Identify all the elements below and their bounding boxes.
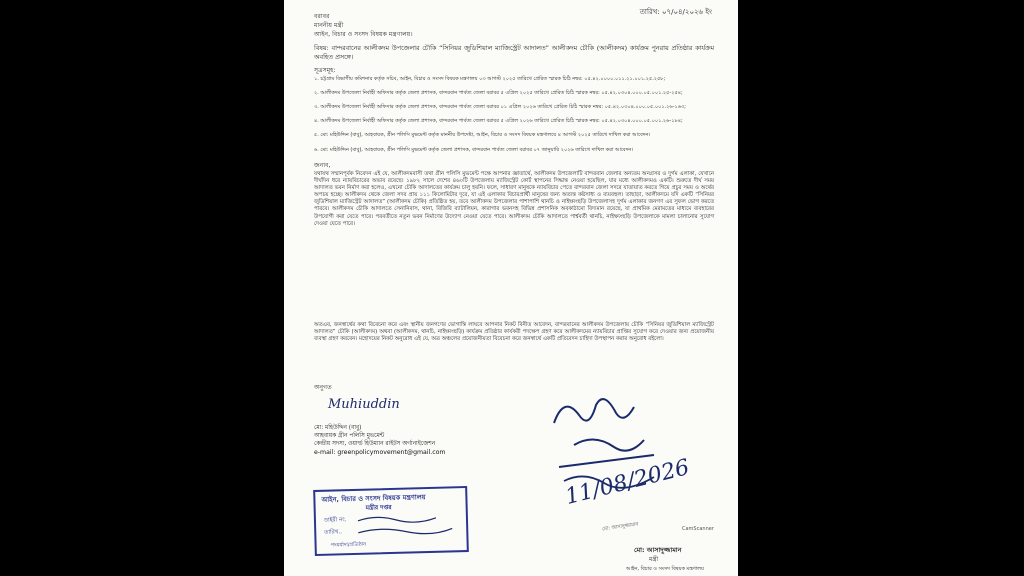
reference-item: ৫. মো: মহিউদ্দিন (বাবু), আহবায়ক, গ্রীন পলিসি মুভমেন্ট কর্তৃক মাননীয় উপদেষ্টা, আইন, বিচার ও সংসদ বিষয়ক মন্ত্রণালয়ে ৪ আগস্ট ২০২৫ তারিখে দাখিল করা আবেদন। <box>314 132 651 138</box>
sender-email: e-mail: greenpolicymovement@gmail.com <box>314 449 446 456</box>
recipient-line-1: বরাবর <box>314 13 330 20</box>
sender-signature: Muhiuddin <box>328 397 400 412</box>
reference-item: ২. আলীকদম উপজেলা নির্বাহী অফিসার কর্তৃক জেলা প্রশাসক, বান্দরবান পার্বত্য জেলা বরাবর ৫ এপ্রিল ২০২৫ তারিখে প্রেরিত চিঠি স্মারক নম্বর: ০৫.৪২.০৩০৪.০০০.০৫.০০১.২৫-২৫৪; <box>314 90 683 96</box>
stamp-handwriting <box>356 512 457 541</box>
reference-item: ৩. আলীকদম উপজেলা নির্বাহী অফিসার কর্তৃক জেলা প্রশাসক, বান্দরবান পার্বত্য জেলা বরাবর ০১ এপ্রিল ২০২৬ তারিখে প্রেরিত চিঠি স্মারক নম্বর: ০৫.৪২.০৩০৪.০০০.০৫.০০১.২৬-১৬৩; <box>314 104 686 110</box>
greeting: জনাব, <box>314 162 331 169</box>
receipt-stamp <box>313 486 469 556</box>
approval-date: 11/08/2026 <box>562 455 692 510</box>
stamp-title: আইন, বিচার ও সংসদ বিষয়ক মন্ত্রণালয় <box>321 493 426 504</box>
recipient-line-2: মাননীয় মন্ত্রী <box>314 22 344 29</box>
body-paragraph-1: যথাযথ সম্মানপূর্বক নিবেদন এই যে, আলীকদমবাসী তথা গ্রীন পলিসি মুভমেন্ট পক্ষে আপনার জ্ঞাতার্থে, আলীকদম উপজেলাটি বান্দরবান জেলার অন্যতম অনগ্রসর ও দুর্গম এলাকা, যেখানে দীর্ঘদিন ধরে ন্যায়বিচারের অভাব রয়েছে। ১৯৮২ সালে দেশের ৪৬০টি উপজেলায় ম্যাজিস্ট্রেট কোর্ট স্থাপনের সিদ্ধান্ত নেওয়া হয়েছিল, যার মধ্যে আলীকদমও একটি। শুরুতে দীর্ঘ সময় আদালত ভবন নির্মাণ করা হলেও, এখনো চৌকি আদালতের কার্যক্রম চালু হয়নি। ফলে, সাধারণ মানুষকে ন্যায়বিচার পেতে বান্দরবান জেলা সদরে যাতায়াত করতে গিয়ে প্রচুর সময় ও অর্থের অপচয় হচ্ছে। আলীকদম থেকে জেলা সদর প্রায় ১১১ কিলোমিটার দূরে, যা এই এলাকার বিচারপ্রার্থী মানুষের জন্য অত্যন্ত কষ্টসাধ্য ও ব্যয়বহুল। তাছাড়া, আলীকদমে যদি একটি “সিনিয়র জুডিশিয়াল ম্যাজিস্ট্রেট আদালত” (আলীকদম চৌকি) প্রতিষ্ঠিত হয়, তবে আলীকদম উপজেলার পাশাপাশি থানচি ও নাইক্ষ্যংছড়ি উপজেলাসহ দুর্গম এলাকার জনগণ এর সুফল ভোগ করতে পারবে। আলীকদম চৌকি আদালতে সেনানিবাস, থানা, বিজিবি ব্যাটালিয়ন, কারাগার ভবনসহ বিভিন্ন প্রশাসনিক অবকাঠামো বিদ্যমান রয়েছে, যা প্রাথমিক মেরামতের মাধ্যমে ব্যবহারের উপযোগী করা যেতে পারে। পরবর্তীতে নতুন ভবন নির্মাণের উদ্যোগ নেওয়া যেতে পারে। আলীকদম চৌকি আদালতে পার্শ্ববর্তী থানচি, নাইক্ষ্যংছড়ি উপজেলাকে মামলা চালানোর সুযোগ দেওয়া যেতে পারে। <box>314 171 714 227</box>
letter-date: তারিখ: ০৭/০৪/২০২৬ ইং <box>639 8 712 16</box>
references-title: সূত্রসমূহ: <box>314 67 336 74</box>
sender-name: মো: মহিউদ্দিন (বাবু) <box>314 425 362 431</box>
letter-page <box>284 0 738 576</box>
recipient-line-3: আইন, বিচার ও সংসদ বিষয়ক মন্ত্রণালয়। <box>314 31 413 38</box>
stamp-footer: পদমর্যাদা/প্রতিষ্ঠান <box>330 541 367 549</box>
reference-item: ৬. মো: মহিউদ্দিন (বাবু), আহবায়ক, গ্রীন পলিসি মুভমেন্ট কর্তৃক জেলা প্রশাসক, বান্দরবান পার্বত্য জেলা বরাবর ০৭ জানুয়ারি ২০২৬ তারিখে দাখিল করা আবেদন। <box>314 147 633 153</box>
stamp-diary-label: ডাইরী নং. <box>323 517 347 524</box>
closing: অনুগত <box>314 384 332 391</box>
stamp-subtitle: মন্ত্রীর দপ্তর <box>365 503 392 512</box>
letter-subject: বিষয়: বান্দরবানের আলীকদম উপজেলার চৌকি “সিনিয়র জুডিশিয়াল ম্যাজিস্ট্রেট আদালত” আলীকদম চৌকি (আলীকদম) কার্যক্রম পুনরায় প্রতিষ্ঠার কার্যক্রম অবহিত প্রসঙ্গে। <box>314 44 714 61</box>
reference-item: ৪. আলীকদম উপজেলা নির্বাহী অফিসার কর্তৃক জেলা প্রশাসক, বান্দরবান পার্বত্য জেলা বরাবর ৫ এপ্রিল ২০২৬ তারিখে প্রেরিত চিঠি স্মারক নম্বর: ০৫.৪২.০৩০৪.০০০.০৫.০০১.২৬-১৮৪; <box>314 118 683 124</box>
reference-item: ১. চট্টগ্রাম বিভাগীয় কমিশনার কর্তৃক সচিব, আইন, বিচার ও সংসদ বিষয়ক মন্ত্রণালয় ০৩ আগস্ট ২০২৫ তারিখে প্রেরিত স্মারক চিঠি নম্বর: ০৫.৪২.০০০০.০১১.২১.০০১.২৫.২৫৮; <box>314 76 666 82</box>
approval-note: মো: আসাদুজ্জামান <box>601 521 639 533</box>
approver-ministry: আইন, বিচার ও সংসদ বিষয়ক মন্ত্রণালয় <box>626 566 704 572</box>
stamp-date-label: তারিখ.. <box>324 529 343 536</box>
approver-name: মো: আসাদুজ্জামান <box>634 546 682 554</box>
sender-title: আহবায়ক গ্রীন পলিসি মুভমেন্ট <box>314 433 385 439</box>
scanner-watermark: CamScanner <box>682 526 714 532</box>
approver-title: মন্ত্রী <box>649 556 659 563</box>
body-paragraph-2: অতএব, জনস্বার্থের কথা বিবেচনা করে এবং স্থানীয় জনগণের ভোগান্তি লাঘবে আপনার নিকট বিনীত আবেদন, বান্দরবানের আলীকদম উপজেলায় চৌকি “সিনিয়র জুডিশিয়াল ম্যাজিস্ট্রেট আদালত” চৌকি (আলীকদম) অথবা (আলীকদম, থানচি, নাইক্ষ্যংছড়ি) কার্যক্রম প্রতিষ্ঠার কার্যকরী পদক্ষেপ গ্রহণ করে আলীকদমের ন্যায়বিচার প্রাপ্তির সুযোগ করে দেওয়ার জন্য প্রয়োজনীয় ব্যবস্থা গ্রহণ করবেন। মহোদয়ের নিকট অনুরোধ এই যে, অত্র অঞ্চলের প্রয়োজনীয়তা বিবেচনা করে জনস্বার্থে একটি প্রতিবেদন চাহিদা উপস্থাপন করার অনুরোধ রইলো। <box>314 322 714 343</box>
sender-org: কেন্দ্রীয় সদস্য, ওয়ার্ল্ড হিউম্যান রাইটস অর্গানাইজেশন <box>314 441 436 447</box>
